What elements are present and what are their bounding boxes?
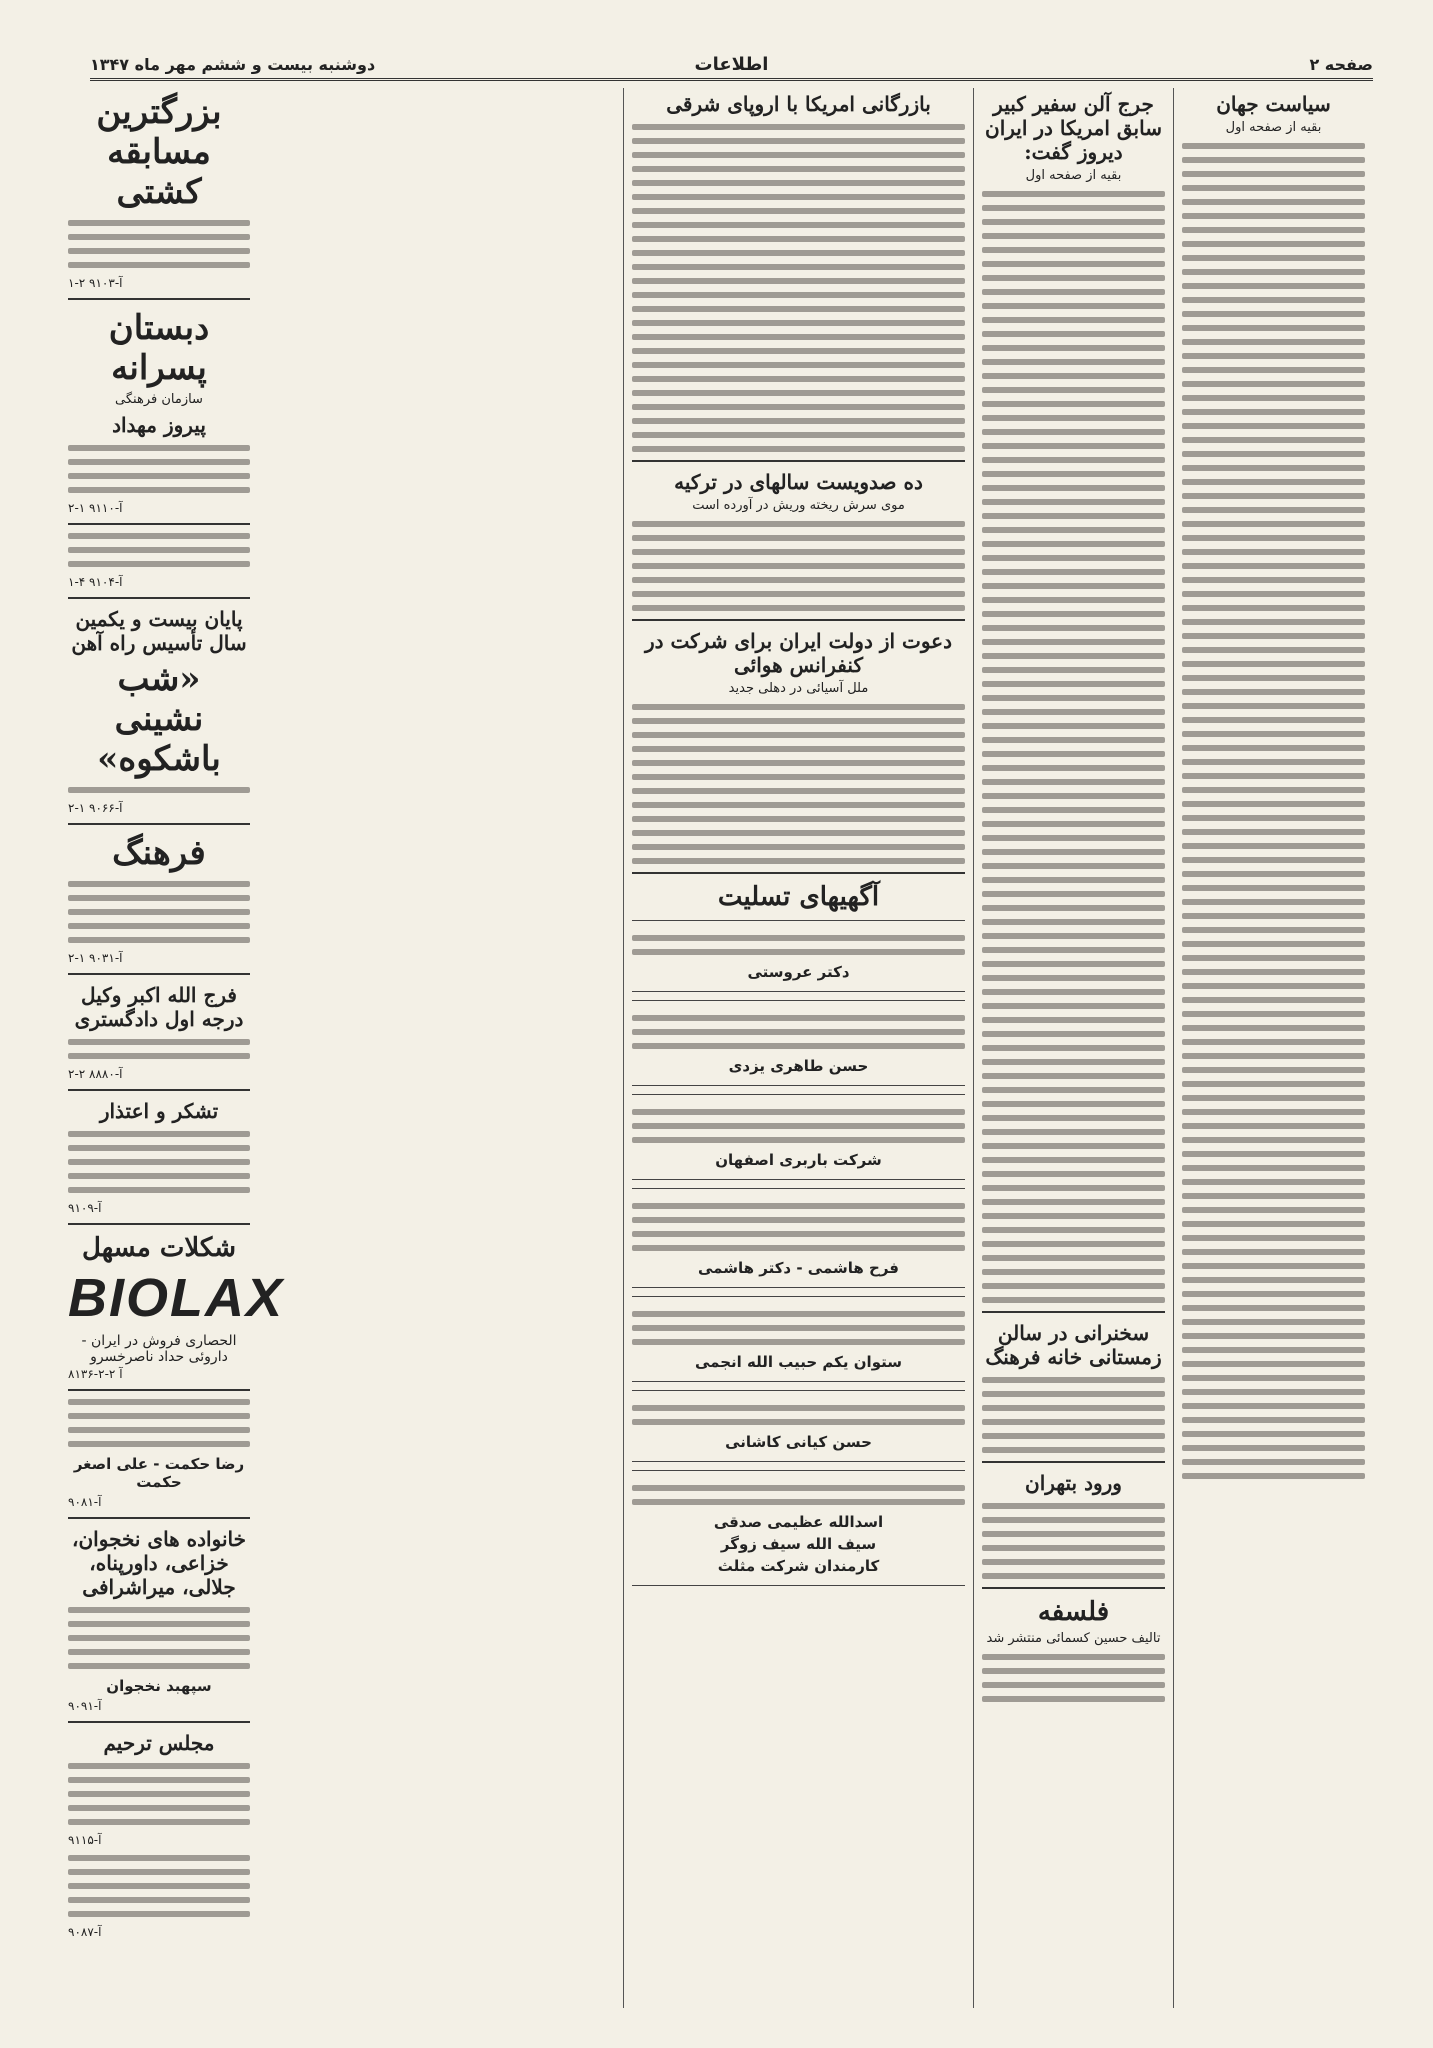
wrestling-body xyxy=(68,220,250,268)
ref-number: ۹۰۸۷-آ xyxy=(68,1925,102,1939)
ref-number: ۹۱۱۵-آ xyxy=(68,1833,102,1847)
railway-event: «شب نشینی باشکوه» xyxy=(97,659,221,779)
dictionary-body xyxy=(68,881,250,943)
george-allen-body xyxy=(982,191,1165,1303)
condolence-notice xyxy=(632,1000,965,1086)
condolence-name: حسن طاهری یزدی xyxy=(728,1057,869,1075)
condolence-name: شرکت باربری اصفهان xyxy=(715,1151,882,1169)
thanks-title: تشکر و اعتذار xyxy=(99,1099,219,1123)
ref-number: ۲-۱ ۹۰۳۱-آ xyxy=(68,951,123,965)
world-politics-subtitle: بقیه از صفحه اول xyxy=(1225,120,1322,135)
column-news xyxy=(623,88,973,2008)
philosophy-title: فلسفه xyxy=(1037,1597,1110,1627)
condolence-notice xyxy=(632,1390,965,1462)
nakhjavan-name: سپهبد نخجوان xyxy=(106,1677,212,1695)
mourning-body-2 xyxy=(68,1855,250,1917)
biolax-seller: الحصاری فروش در ایران - داروئی حداد ناصرخسرو xyxy=(81,1333,237,1365)
school-body xyxy=(68,445,250,493)
court-title: فرج الله اکبر وکیل درجه اول دادگستری xyxy=(74,983,244,1031)
world-politics-body xyxy=(1182,143,1365,1479)
families-body xyxy=(68,1607,250,1669)
turkey-title: ده صدویست سالهای در ترکیه xyxy=(674,470,923,494)
trade-body xyxy=(632,124,965,452)
mourning-body xyxy=(68,1763,250,1825)
wisdom-name: رضا حکمت - علی اصغر حکمت xyxy=(73,1455,245,1491)
condolence-name: دکتر عروستی xyxy=(747,963,850,981)
trade-title: بازرگانی امریکا با اروپای شرقی xyxy=(666,92,931,116)
condolence-name: کارمندان شرکت مثلث xyxy=(717,1557,880,1575)
page-label: صفحه ۲ xyxy=(1309,54,1373,74)
realestate-body xyxy=(68,533,250,567)
george-allen-title: جرج آلن سفیر کبیر سابق امریکا در ایران دیروز گفت: xyxy=(985,92,1162,164)
condolence-title: آگهیهای تسلیت xyxy=(717,882,880,912)
philosophy-body xyxy=(982,1654,1165,1702)
wrestling-title: بزرگترین مسابقه کشتی xyxy=(96,92,222,212)
turkey-body xyxy=(632,521,965,611)
school-name: پیروز مهداد xyxy=(112,413,206,437)
wisdom-body xyxy=(68,1399,250,1447)
column-george-allen xyxy=(973,88,1173,2008)
aviation-title: دعوت از دولت ایران برای شرکت در کنفرانس هوائی xyxy=(644,629,953,677)
railway-body xyxy=(68,787,250,793)
ref-number: ۹۱۰۹-آ xyxy=(68,1201,102,1215)
condolence-name: اسدالله عظیمی صدقی xyxy=(713,1513,884,1531)
condolence-notice xyxy=(632,1296,965,1382)
winter-hall-body xyxy=(982,1377,1165,1453)
mourning-title: مجلس ترحیم xyxy=(103,1731,215,1755)
ref-number: ۱-۲ ۹۱۰۳-آ xyxy=(68,276,123,290)
condolence-name: ستوان یکم حبیب الله انجمی xyxy=(695,1353,902,1371)
ref-number: ۸۱۳۶-آ ۲-۲ xyxy=(68,1367,123,1381)
advertisements xyxy=(60,88,285,2008)
chocolate-title: شکلات مسهل xyxy=(82,1233,236,1263)
ref-number: ۱-۴ ۹۱۰۴-آ xyxy=(68,575,123,589)
turkey-subtitle: موی سرش ریخته وریش در آورده است xyxy=(692,498,905,513)
philosophy-subtitle: تالیف حسین کسمائی منتشر شد xyxy=(986,1631,1161,1646)
aviation-subtitle: ملل آسیائی در دهلی جدید xyxy=(728,681,869,696)
condolence-notice xyxy=(632,1188,965,1288)
winter-hall-title: سخنرانی در سالن زمستانی خانه فرهنگ xyxy=(985,1321,1162,1369)
dictionary-name: فرهنگ xyxy=(112,833,206,873)
george-allen-subtitle: بقیه از صفحه اول xyxy=(1025,168,1122,183)
aviation-body xyxy=(632,704,965,864)
column-world-politics xyxy=(1173,88,1373,2008)
paper-name: اطلاعات xyxy=(694,53,769,75)
condolence-notice xyxy=(632,920,965,992)
families-title: خانواده های نخجوان، خزاعی، داورپناه، جلالی، میراشرافی xyxy=(72,1527,246,1599)
school-title: دبستان پسرانه xyxy=(108,308,210,388)
ref-number: ۹۰۸۱-آ xyxy=(68,1495,102,1509)
date-line: دوشنبه بیست و ششم مهر ماه ۱۳۴۷ xyxy=(90,54,376,74)
masthead xyxy=(90,50,1373,81)
biolax-brand: BIOLAX xyxy=(68,1268,285,1328)
railway-title: پایان بیست و یکمین سال تأسیس راه آهن xyxy=(71,607,247,655)
court-body xyxy=(68,1039,250,1059)
ref-number: ۲-۲ ۸۸۸۰-آ xyxy=(68,1067,123,1081)
ref-number: ۹۰۹۱-آ xyxy=(68,1699,102,1713)
condolence-name: حسن کیانی کاشانی xyxy=(725,1433,872,1451)
condolence-notice xyxy=(632,1094,965,1180)
condolence-notice xyxy=(632,1470,965,1586)
condolence-name: سیف الله سیف زوگر xyxy=(720,1535,877,1553)
arrival-body xyxy=(982,1503,1165,1579)
ref-number: ۲-۱ ۹۰۶۶-آ xyxy=(68,801,123,815)
world-politics-title: سیاست جهان xyxy=(1216,92,1331,116)
arrival-title: ورود بتهران xyxy=(1025,1471,1122,1495)
school-org: سازمان فرهنگی xyxy=(115,392,203,407)
condolence-name: فرح هاشمی - دکتر هاشمی xyxy=(698,1259,899,1277)
ref-number: ۲-۱ ۹۱۱۰-آ xyxy=(68,501,123,515)
thanks-body xyxy=(68,1131,250,1193)
